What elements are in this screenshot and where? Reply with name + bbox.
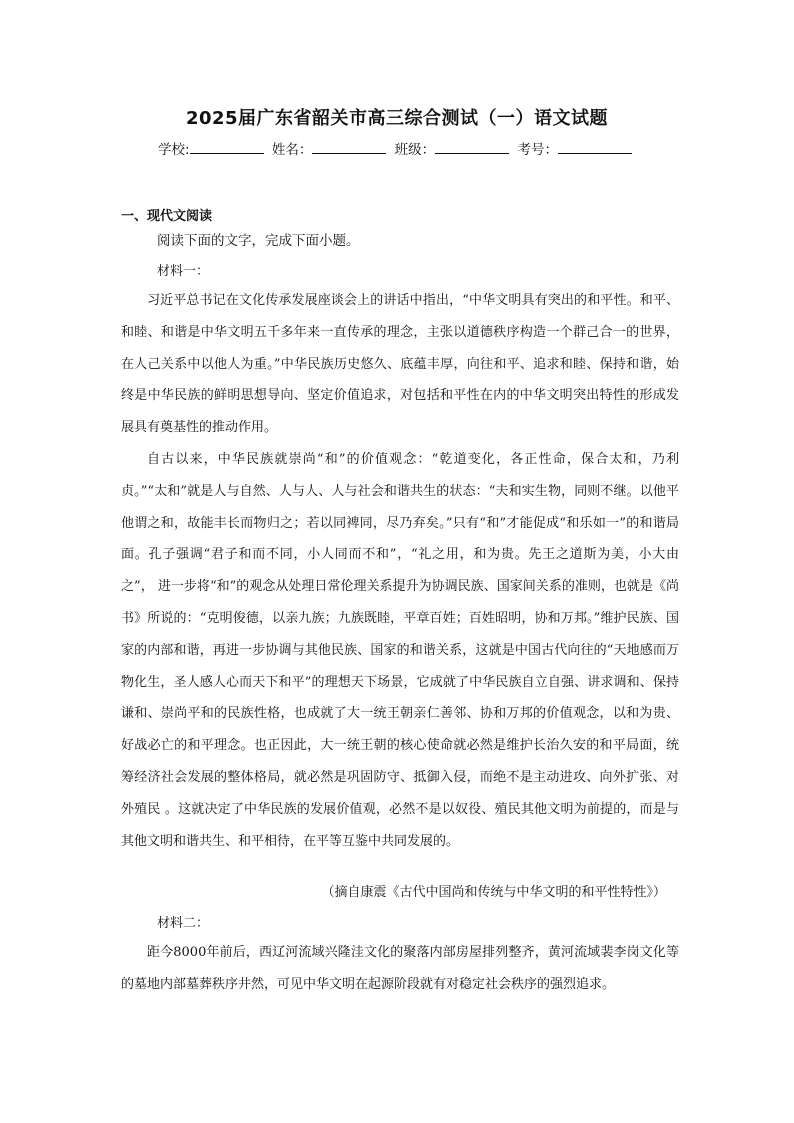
school-blank[interactable] <box>190 140 264 154</box>
class-blank[interactable] <box>435 140 509 154</box>
name-blank[interactable] <box>312 140 386 154</box>
class-label: 班级： <box>394 142 436 158</box>
material1-body <box>121 285 679 857</box>
name-label: 姓名： <box>271 142 313 158</box>
material1-label: 材料一： <box>157 264 210 279</box>
reading-instruction: 阅读下面的文字，完成下面小题。 <box>157 233 360 249</box>
material1-paragraph: 习近平总书记在文化传承发展座谈会上的讲话中指出，“中华文明具有突出的和平性。和平、和睦、和谐是中华文明五千多年来一直传承的理念，主张以道德秩序构造一个群己合一的世界，在人己关系中以他人为重。”中华民族历史悠久、底蕴丰厚，向往和平、追求和睦、保持和谐，始终是中华民族的鲜明思想导向、坚定价值追求，对包括和平性在内的中华文明突出特性的形成发展具有奠基性的推动作用。 <box>121 293 679 436</box>
section-heading: 一、现代文阅读 <box>121 209 213 224</box>
student-info-line <box>0 138 794 158</box>
material1-paragraph: 自古以来，中华民族就崇尚“和”的价值观念：“乾道变化，各正性命，保合太和，乃利贞。”“太和”就是人与自然、人与人、人与社会和谐共生的状态：“夫和实生物，同则不继。以他平他谓之和，故能丰长而物归之；若以同裨同，尽乃弃矣。”只有“和”才能促成“和乐如一”的和谐局面。孔子强调“君子和而不同，小人同而不和”，“礼之用，和为贵。先王之道斯为美，小大由之”， 进一步将“和”的观念从处理日常伦理关系提升为协调民族、国家间关系的准则，也就是《尚书》所说的：“克明俊德，以亲九族；九族既睦，平章百姓；百姓昭明，协和万邦。”维护民族、国家的内部和谐，再进一步协调与其他民族、国家的和谐关系，这就是中国古代向往的“天地感而万物化生，圣人感人心而天下和平”的理想天下场景，它成就了中华民族自立自强、讲求调和、保持谦和、崇尚平和的民族性格，也成就了大一统王朝亲仁善邻、协和万邦的价值观念，以和为贵、好战必亡的和平理念。也正因此，大一统王朝的核心使命就必然是维护长治久安的和平局面，统筹经济社会发展的整体格局，就必然是巩固防守、抵御入侵，而绝不是主动进攻、向外扩张、对外殖民 。这就决定了中华民族的发展价值观，必然不是以奴役、殖民其他文明为前提的，而是与其他文明和谐共生、和平相待，在平等互鉴中共同发展的。 <box>121 451 679 849</box>
school-label: 学校: <box>158 142 190 158</box>
exam-number-blank[interactable] <box>558 140 632 154</box>
exam-title: 2025届广东省韶关市高三综合测试（一）语文试题 <box>185 108 609 129</box>
material1-source: （摘自康震《古代中国尚和传统与中华文明的和平性特性》） <box>321 885 666 900</box>
exam-number-label: 考号： <box>517 142 558 158</box>
material2-paragraph: 距今8000年前后，西辽河流域兴隆洼文化的聚落内部房屋排列整齐，黄河流域裴李岗文化等的墓地内部墓葬秩序井然，可见中华文明在起源阶段就有对稳定社会秩序的强烈追求。 <box>121 945 679 992</box>
material2-label: 材料二： <box>157 916 210 931</box>
material2-body <box>121 937 679 1001</box>
